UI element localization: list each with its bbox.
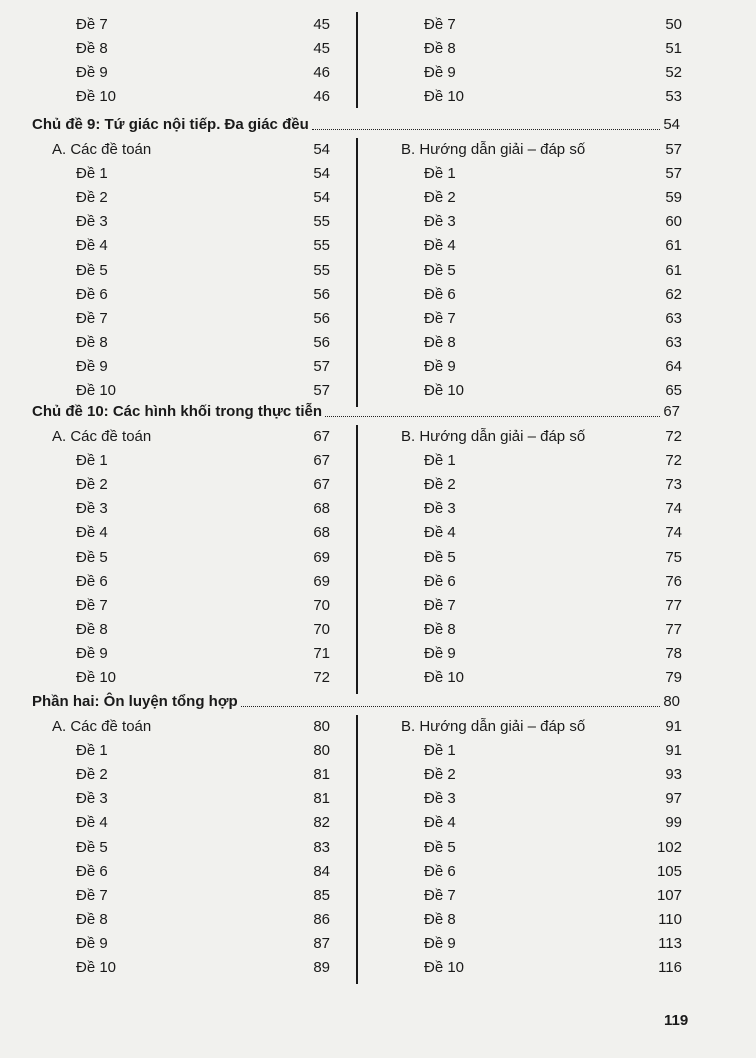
right-entry-label: Đề 8 xyxy=(424,333,456,351)
left-entry-label: A. Các đề toán xyxy=(52,428,152,445)
right-entry-page: 63 xyxy=(665,309,682,327)
right-entry-page: 97 xyxy=(665,790,682,808)
column-divider xyxy=(356,138,358,407)
left-entry-label: Đề 8 xyxy=(76,40,108,57)
right-entry-page: 61 xyxy=(665,237,682,255)
right-entry-page: 99 xyxy=(665,814,682,832)
left-entry-label: Đề 3 xyxy=(76,790,108,808)
right-entry-page: 52 xyxy=(665,64,682,81)
right-entry-page: 105 xyxy=(656,862,682,880)
left-entry-page: 71 xyxy=(313,644,330,662)
right-entry-page: 76 xyxy=(665,572,682,590)
left-entry-label: Đề 6 xyxy=(76,285,108,303)
right-entry-label: Đề 8 xyxy=(424,910,456,928)
left-entry-label: Đề 10 xyxy=(76,382,117,399)
right-entry-label: Đề 9 xyxy=(424,644,456,662)
right-entry-page: 72 xyxy=(665,452,682,470)
right-entry-label: Đề 5 xyxy=(424,838,456,856)
left-entry-page: 82 xyxy=(313,814,330,832)
section-title: Phần hai: Ôn luyện tổng hợp xyxy=(32,693,238,710)
right-entry-label: Đề 4 xyxy=(424,237,456,255)
right-entry-page: 79 xyxy=(665,669,682,686)
left-entry-label: Đề 6 xyxy=(76,572,108,590)
right-entry-label: Đề 7 xyxy=(424,886,456,904)
left-entry-page: 67 xyxy=(313,452,330,470)
left-entry-label: Đề 7 xyxy=(76,309,108,327)
right-entry-label: Đề 10 xyxy=(424,88,465,105)
left-entry-label: Đề 4 xyxy=(76,814,108,832)
right-entry-page: 91 xyxy=(665,718,682,735)
right-entry-page: 91 xyxy=(665,742,682,760)
left-entry-page: 68 xyxy=(313,500,330,518)
left-entry-page: 57 xyxy=(313,357,330,375)
left-entry-page: 83 xyxy=(313,838,330,856)
right-entry-page: 116 xyxy=(658,959,682,976)
right-entry-label: Đề 7 xyxy=(424,16,456,33)
left-entry-page: 69 xyxy=(313,548,330,566)
left-entry-label: Đề 9 xyxy=(76,64,108,81)
right-entry-label: B. Hướng dẫn giải – đáp số xyxy=(401,428,586,445)
left-entry-label: Đề 10 xyxy=(76,669,117,686)
left-entry-page: 85 xyxy=(313,886,330,904)
section-page: 67 xyxy=(663,403,680,420)
left-entry-page: 55 xyxy=(313,213,330,231)
right-entry-label: Đề 3 xyxy=(424,213,456,231)
right-entry-label: Đề 1 xyxy=(424,165,456,183)
right-entry-label: Đề 9 xyxy=(424,934,456,952)
left-entry-page: 87 xyxy=(313,934,330,952)
right-entry-page: 57 xyxy=(665,165,682,183)
left-entry-page: 80 xyxy=(313,742,330,760)
right-entry-label: Đề 9 xyxy=(424,357,456,375)
left-entry-label: Đề 1 xyxy=(76,742,108,760)
left-entry-label: Đề 5 xyxy=(76,838,108,856)
left-entry-label: Đề 1 xyxy=(76,452,108,470)
left-entry-label: Đề 7 xyxy=(76,16,108,33)
section-page: 54 xyxy=(663,116,680,133)
right-entry-page: 107 xyxy=(656,886,682,904)
left-entry-label: Đề 9 xyxy=(76,934,108,952)
left-entry-label: Đề 7 xyxy=(76,596,108,614)
right-entry-page: 93 xyxy=(665,766,682,784)
right-entry-label: Đề 7 xyxy=(424,309,456,327)
right-entry-page: 53 xyxy=(665,88,682,105)
column-divider xyxy=(356,425,358,694)
right-entry-page: 64 xyxy=(665,357,682,375)
right-entry-label: Đề 9 xyxy=(424,64,456,81)
right-entry-label: Đề 6 xyxy=(424,285,456,303)
section-heading xyxy=(32,116,680,134)
right-entry-label: Đề 3 xyxy=(424,790,456,808)
left-entry-page: 45 xyxy=(313,40,330,57)
right-entry-page: 72 xyxy=(665,428,682,445)
right-entry-page: 102 xyxy=(656,838,682,856)
column-divider xyxy=(356,12,358,108)
left-entry-page: 46 xyxy=(313,88,330,105)
right-entry-label: Đề 8 xyxy=(424,40,456,57)
section-title: Chủ đề 10: Các hình khối trong thực tiễn xyxy=(32,403,323,420)
left-entry-label: Đề 8 xyxy=(76,333,108,351)
left-entry-page: 67 xyxy=(313,428,330,445)
section-heading xyxy=(32,693,680,711)
section-page: 80 xyxy=(663,693,680,710)
left-entry-page: 56 xyxy=(313,309,330,327)
right-entry-page: 65 xyxy=(665,382,682,399)
left-entry-label: Đề 10 xyxy=(76,88,117,105)
right-entry-page: 73 xyxy=(665,476,682,494)
left-entry-page: 69 xyxy=(313,572,330,590)
right-entry-page: 75 xyxy=(665,548,682,566)
right-entry-page: 113 xyxy=(658,934,682,952)
left-entry-label: Đề 9 xyxy=(76,357,108,375)
left-entry-page: 81 xyxy=(313,790,330,808)
right-entry-page: 110 xyxy=(658,910,682,928)
left-entry-label: Đề 8 xyxy=(76,910,108,928)
right-entry-label: Đề 10 xyxy=(424,382,465,399)
left-entry-page: 54 xyxy=(313,141,330,158)
right-entry-page: 77 xyxy=(665,620,682,638)
left-entry-page: 45 xyxy=(313,16,330,33)
left-entry-page: 54 xyxy=(313,165,330,183)
dot-leader xyxy=(241,705,661,707)
left-entry-page: 72 xyxy=(313,669,330,686)
left-entry-label: Đề 9 xyxy=(76,644,108,662)
right-entry-label: Đề 4 xyxy=(424,524,456,542)
left-entry-label: Đề 8 xyxy=(76,620,108,638)
left-entry-label: Đề 3 xyxy=(76,500,108,518)
left-entry-label: Đề 4 xyxy=(76,524,108,542)
left-entry-page: 80 xyxy=(313,718,330,735)
right-entry-page: 60 xyxy=(665,213,682,231)
right-entry-label: Đề 2 xyxy=(424,476,456,494)
right-entry-label: Đề 4 xyxy=(424,814,456,832)
section-heading xyxy=(32,403,680,421)
right-entry-label: Đề 3 xyxy=(424,500,456,518)
left-entry-label: Đề 5 xyxy=(76,261,108,279)
right-entry-page: 63 xyxy=(665,333,682,351)
right-entry-page: 78 xyxy=(665,644,682,662)
right-entry-page: 50 xyxy=(665,16,682,33)
left-entry-label: A. Các đề toán xyxy=(52,718,152,735)
left-entry-label: A. Các đề toán xyxy=(52,141,152,158)
right-entry-label: Đề 2 xyxy=(424,189,456,207)
right-entry-label: Đề 2 xyxy=(424,766,456,784)
right-entry-page: 59 xyxy=(665,189,682,207)
left-entry-page: 56 xyxy=(313,333,330,351)
section-title: Chủ đề 9: Tứ giác nội tiếp. Đa giác đều xyxy=(32,116,309,133)
right-entry-label: Đề 6 xyxy=(424,572,456,590)
left-entry-page: 57 xyxy=(313,382,330,399)
right-entry-label: Đề 5 xyxy=(424,261,456,279)
right-entry-label: B. Hướng dẫn giải – đáp số xyxy=(401,141,586,158)
left-entry-page: 55 xyxy=(313,237,330,255)
left-entry-label: Đề 1 xyxy=(76,165,108,183)
left-entry-page: 89 xyxy=(313,959,330,976)
left-entry-label: Đề 3 xyxy=(76,213,108,231)
right-entry-label: Đề 1 xyxy=(424,742,456,760)
dot-leader xyxy=(312,128,661,130)
right-entry-label: Đề 10 xyxy=(424,669,465,686)
left-entry-page: 56 xyxy=(313,285,330,303)
left-entry-page: 84 xyxy=(313,862,330,880)
left-entry-label: Đề 4 xyxy=(76,237,108,255)
column-divider xyxy=(356,715,358,984)
right-entry-label: Đề 7 xyxy=(424,596,456,614)
left-entry-page: 55 xyxy=(313,261,330,279)
right-entry-label: B. Hướng dẫn giải – đáp số xyxy=(401,718,586,735)
left-entry-page: 46 xyxy=(313,64,330,81)
left-entry-page: 54 xyxy=(313,189,330,207)
right-entry-page: 74 xyxy=(665,500,682,518)
right-entry-label: Đề 10 xyxy=(424,959,465,976)
right-entry-page: 62 xyxy=(665,285,682,303)
right-entry-label: Đề 1 xyxy=(424,452,456,470)
page-number: 119 xyxy=(664,1012,689,1029)
right-entry-page: 74 xyxy=(665,524,682,542)
right-entry-page: 57 xyxy=(665,141,682,158)
left-entry-label: Đề 7 xyxy=(76,886,108,904)
left-entry-label: Đề 2 xyxy=(76,766,108,784)
left-entry-label: Đề 2 xyxy=(76,476,108,494)
left-entry-label: Đề 6 xyxy=(76,862,108,880)
left-entry-label: Đề 5 xyxy=(76,548,108,566)
right-entry-label: Đề 6 xyxy=(424,862,456,880)
left-entry-page: 81 xyxy=(313,766,330,784)
left-entry-page: 70 xyxy=(313,596,330,614)
left-entry-page: 86 xyxy=(313,910,330,928)
right-entry-label: Đề 8 xyxy=(424,620,456,638)
left-entry-page: 68 xyxy=(313,524,330,542)
right-entry-label: Đề 5 xyxy=(424,548,456,566)
left-entry-label: Đề 2 xyxy=(76,189,108,207)
right-entry-page: 61 xyxy=(665,261,682,279)
left-entry-page: 70 xyxy=(313,620,330,638)
left-entry-page: 67 xyxy=(313,476,330,494)
right-entry-page: 77 xyxy=(665,596,682,614)
right-entry-page: 51 xyxy=(665,40,682,57)
left-entry-label: Đề 10 xyxy=(76,959,117,976)
dot-leader xyxy=(325,415,660,417)
